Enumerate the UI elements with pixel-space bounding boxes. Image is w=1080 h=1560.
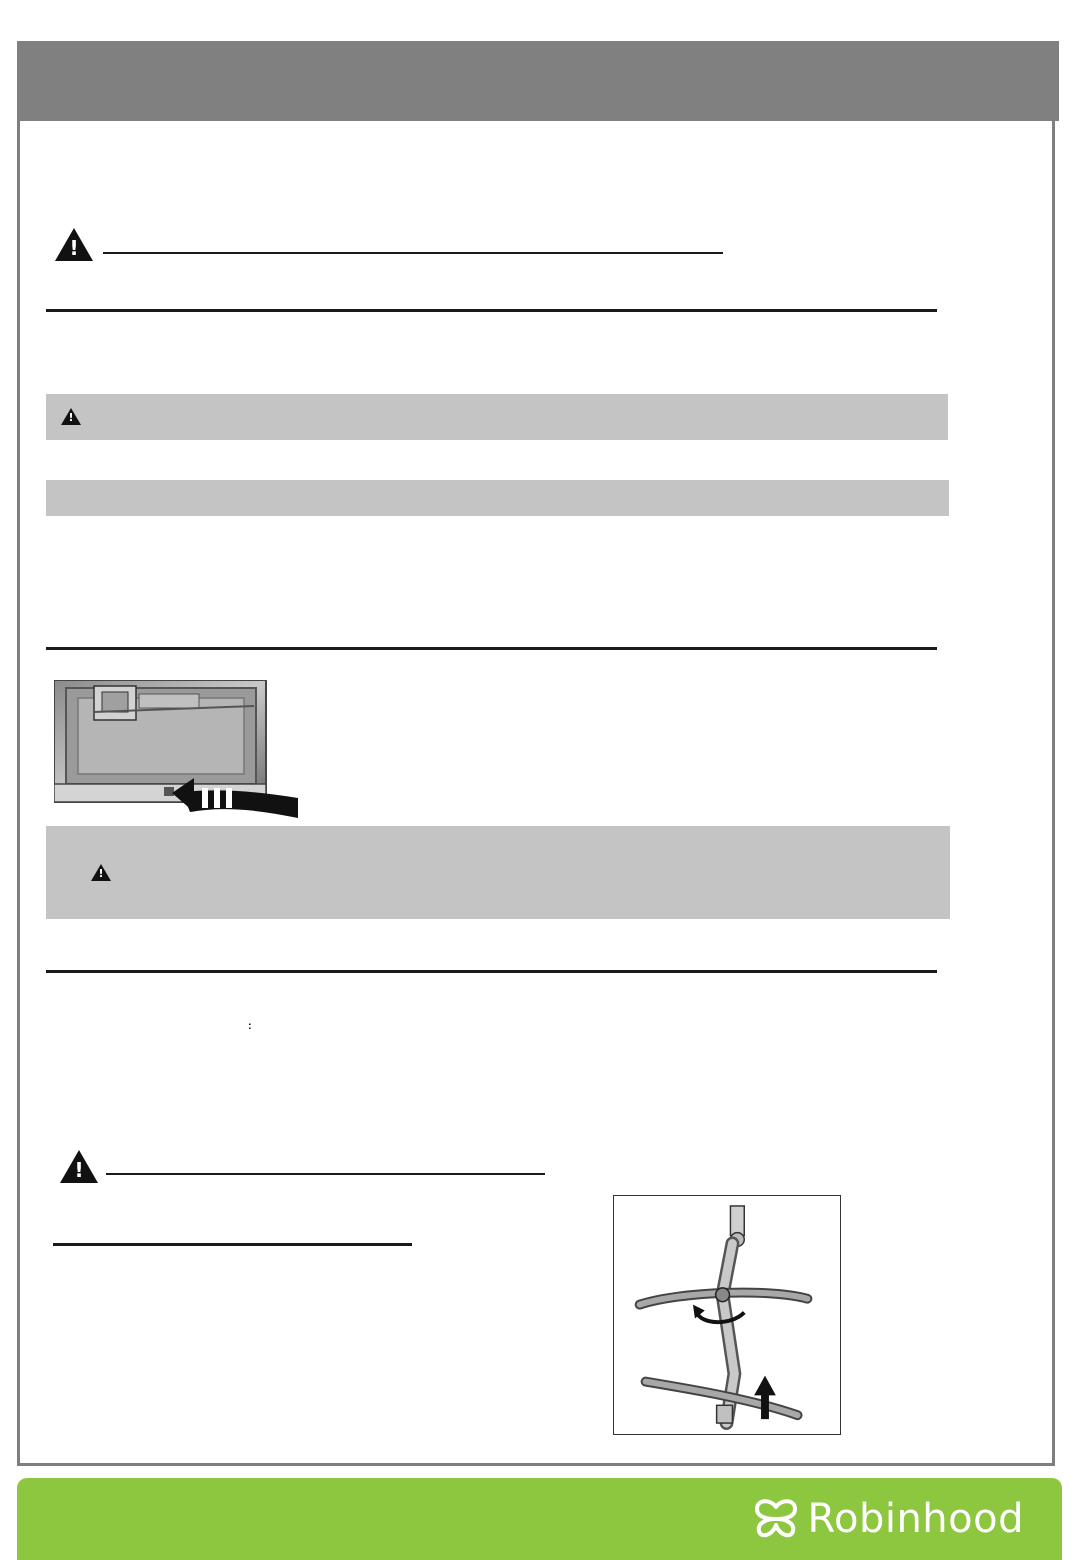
note-band: [46, 480, 949, 516]
warning-band: [46, 394, 948, 440]
warning-triangle-icon: [61, 408, 81, 425]
caution-band: [46, 826, 950, 919]
header-bar: [17, 41, 1059, 121]
brand-logo[interactable]: [753, 1492, 1024, 1546]
warning-triangle-icon: [55, 228, 93, 261]
colon-mark: :: [248, 1020, 252, 1032]
warning-underline: [106, 1173, 545, 1175]
brand-name: Robinhood: [807, 1496, 1024, 1542]
section-divider: [46, 647, 937, 650]
warning-underline: [103, 252, 723, 254]
footer-bar: [17, 1478, 1062, 1560]
dishwasher-door-latch-photo: [54, 680, 304, 820]
section-divider: [46, 970, 937, 973]
warning-triangle-icon: [60, 1150, 98, 1183]
butterfly-logo-icon: [753, 1499, 799, 1539]
warning-triangle-icon: [91, 864, 111, 881]
section-divider: [46, 309, 937, 312]
spray-arm-removal-diagram: [613, 1195, 841, 1435]
subheading-underline: [53, 1243, 412, 1246]
